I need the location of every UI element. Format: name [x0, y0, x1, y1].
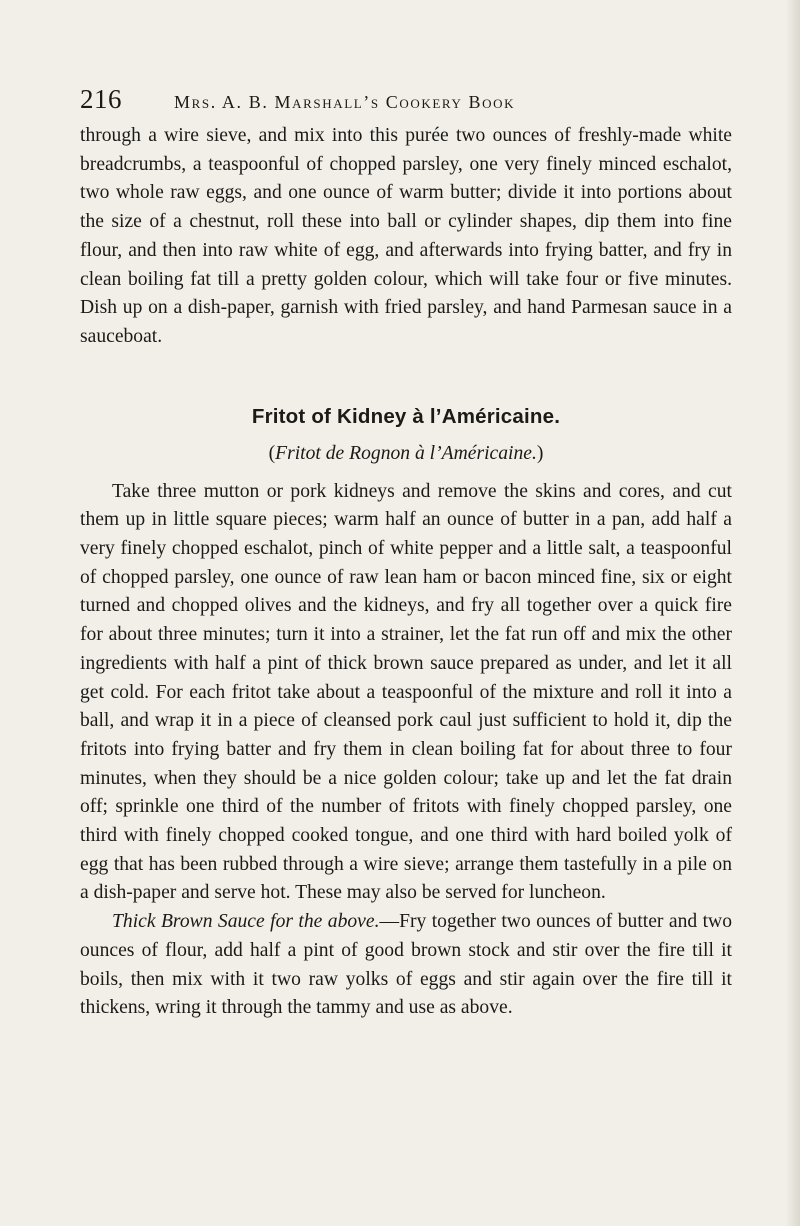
- intro-paragraph: through a wire sieve, and mix into this purée two ounces of freshly-made white breadcrumbs, a teaspoonful of chopped parsley, one very finely minced eschalot, two whole raw eggs, and one ounce of warm butter; divide it into portions about the size of a chestnut, roll these into ball or cylinder shapes, dip them into fine flour, and then into raw white of egg, and afterwards into frying batter, and fry in clean boiling fat till a pretty golden colour, which will take four or five minutes. Dish up on a dish-paper, garnish with fried parsley, and hand Parmesan sauce in a sauceboat.: [80, 125, 732, 347]
- sauce-paragraph: [80, 908, 732, 1023]
- recipe-subtitle-text: Fritot de Rognon à l’Américaine.: [275, 442, 537, 464]
- recipe-subtitle: [80, 440, 732, 468]
- sauce-dash: —: [379, 911, 400, 933]
- subtitle-open-paren: (: [268, 442, 276, 464]
- running-header: [80, 84, 732, 118]
- running-title: Mrs. A. B. Marshall’s Cookery Book: [174, 92, 516, 112]
- page-body: [80, 122, 732, 1023]
- page-number: 216: [80, 84, 122, 114]
- page-edge-shadow: [786, 0, 800, 1226]
- recipe-method-paragraph: Take three mutton or pork kidneys and remove the skins and cores, and cut them up in little square pieces; warm half an ounce of butter in a pan, add half a very finely chopped eschalot, pinch of white pepper and a little salt, a teaspoonful of chopped parsley, one ounce of raw lean ham or bacon minced fine, six or eight turned and chopped olives and the kidneys, and fry all together over a quick fire for about three minutes; turn it into a strainer, let the fat run off and mix the other ingredients with half a pint of thick brown sauce prepared as under, and let it all get cold. For each fritot take about a teaspoonful of the mixture and roll it into a ball, and wrap it in a piece of cleansed pork caul just sufficient to hold it, dip the fritots into frying batter and fry them in clean boiling fat for about three to four minutes, when they should be a nice golden colour; take up and let the fat drain off; sprinkle one third of the number of fritots with finely chopped parsley, one third with finely chopped cooked tongue, and one third with hard boiled yolk of egg that has been rubbed through a wire sieve; arrange them tastefully in a pile on a dish-paper and serve hot. These may also be served for luncheon.: [80, 480, 732, 904]
- sauce-heading: Thick Brown Sauce for the above.: [112, 911, 380, 933]
- sauce-text: Fry together two ounces of butter and two ounces of flour, add half a pint of good brown stock and stir over the fire till it boils, then mix with it two raw yolks of eggs and stir again over the fire till it thickens, wring it through the tammy and use as above.: [80, 911, 732, 1019]
- recipe-title: Fritot of Kidney à l’Américaine.: [251, 404, 561, 428]
- subtitle-close-paren: ): [536, 442, 544, 464]
